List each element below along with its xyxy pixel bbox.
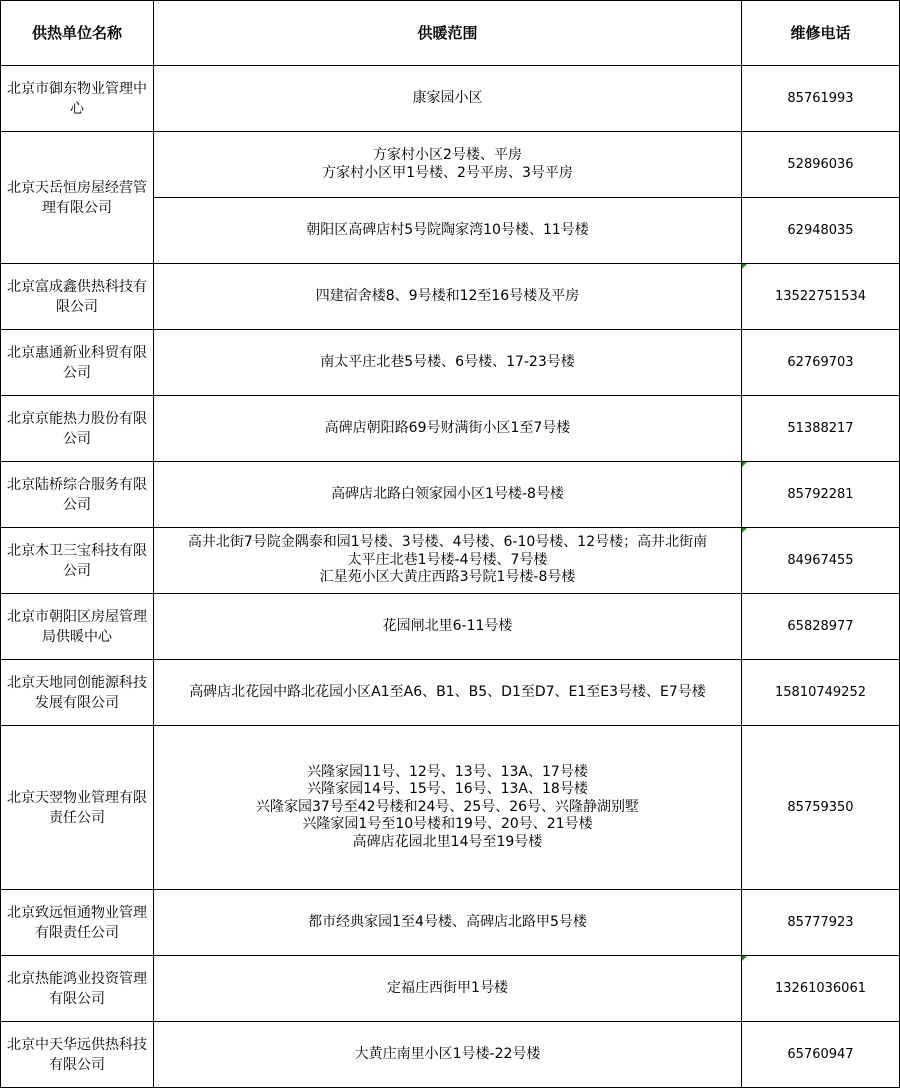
table-row	[1, 956, 900, 1022]
table-row	[1, 330, 900, 396]
repair-phone-cell: 84967455	[742, 528, 900, 594]
scope-line: 高碑店北花园中路北花园小区A1至A6、B1、B5、D1至D7、E1至E3号楼、E7号楼	[189, 683, 706, 700]
table-row	[1, 890, 900, 956]
table-row	[1, 528, 900, 594]
scope-line: 定福庄西街甲1号楼	[387, 979, 508, 996]
heating-scope-cell	[154, 594, 742, 660]
scope-line: 兴隆家园14号、15号、16号、13A、18号楼	[307, 781, 588, 798]
header-repair-phone: 维修电话	[742, 1, 900, 66]
table-row	[1, 660, 900, 726]
repair-phone-cell: 62948035	[742, 198, 900, 264]
repair-phone-cell: 85759350	[742, 726, 900, 890]
repair-phone-cell: 15810749252	[742, 660, 900, 726]
scope-line: 大黄庄南里小区1号楼-22号楼	[354, 1045, 541, 1062]
scope-line: 都市经典家园1至4号楼、高碑店北路甲5号楼	[308, 913, 587, 930]
scope-line: 汇星苑小区大黄庄西路3号院1号楼-8号楼	[319, 569, 576, 586]
heating-scope-cell	[154, 264, 742, 330]
scope-line: 兴隆家园11号、12号、13号、13A、17号楼	[307, 763, 588, 780]
unit-name-cell: 北京天翌物业管理有限责任公司	[1, 726, 154, 890]
scope-line: 高井北街7号院金隅泰和园1号楼、3号楼、4号楼、6-10号楼、12号楼；高井北街南	[187, 534, 708, 551]
repair-phone-cell: 13261036061	[742, 956, 900, 1022]
scope-line: 高碑店朝阳路69号财满街小区1至7号楼	[324, 419, 571, 436]
heating-scope-cell	[154, 66, 742, 132]
heating-scope-cell	[154, 660, 742, 726]
table-row	[1, 1022, 900, 1088]
scope-line: 方家村小区2号楼、平房	[373, 147, 522, 163]
scope-line: 高碑店北路白领家园小区1号楼-8号楼	[331, 485, 564, 502]
unit-name-cell: 北京市御东物业管理中心	[1, 66, 154, 132]
repair-phone-cell: 13522751534	[742, 264, 900, 330]
scope-line: 兴隆家园37号至42号楼和24号、25号、26号、兴隆静湖别墅	[255, 798, 640, 815]
table-row	[1, 132, 900, 198]
repair-phone-cell: 85761993	[742, 66, 900, 132]
scope-line: 太平庄北巷1号楼-4号楼、7号楼	[347, 551, 548, 568]
table-row	[1, 396, 900, 462]
header-unit-name: 供热单位名称	[1, 1, 154, 66]
heating-scope-cell	[154, 330, 742, 396]
heating-scope-cell	[154, 396, 742, 462]
unit-name-cell: 北京热能鸿业投资管理有限公司	[1, 956, 154, 1022]
table-row	[1, 594, 900, 660]
repair-phone-cell: 65760947	[742, 1022, 900, 1088]
unit-name-cell: 北京天岳恒房屋经营管理有限公司	[1, 132, 154, 264]
unit-name-cell: 北京天地同创能源科技发展有限公司	[1, 660, 154, 726]
scope-line: 南太平庄北巷5号楼、6号楼、17-23号楼	[320, 353, 575, 370]
unit-name-cell: 北京惠通新业科贸有限公司	[1, 330, 154, 396]
unit-name-cell: 北京致远恒通物业管理有限责任公司	[1, 890, 154, 956]
repair-phone-cell: 85777923	[742, 890, 900, 956]
unit-name-cell: 北京木卫三宝科技有限公司	[1, 528, 154, 594]
table-row	[1, 462, 900, 528]
scope-line: 四建宿舍楼8、9号楼和12至16号楼及平房	[315, 287, 580, 304]
scope-line: 朝阳区高碑店村5号院陶家湾10号楼、11号楼	[306, 221, 589, 238]
unit-name-cell: 北京市朝阳区房屋管理局供暖中心	[1, 594, 154, 660]
header-heating-scope: 供暖范围	[154, 1, 742, 66]
scope-line: 高碑店花园北里14号至19号楼	[352, 833, 543, 850]
heating-scope-cell	[154, 462, 742, 528]
heating-scope-cell	[154, 726, 742, 890]
repair-phone-cell: 52896036	[742, 132, 900, 198]
heating-scope-cell	[154, 956, 742, 1022]
repair-phone-cell: 62769703	[742, 330, 900, 396]
table-row	[1, 66, 900, 132]
scope-line: 花园闸北里6-11号楼	[382, 617, 513, 634]
repair-phone-cell: 85792281	[742, 462, 900, 528]
table-row	[1, 264, 900, 330]
heating-scope-cell	[154, 528, 742, 594]
heating-scope-cell	[154, 890, 742, 956]
scope-line: 方家村小区甲1号楼、2号平房、3号平房	[322, 164, 573, 181]
scope-line: 康家园小区	[412, 89, 483, 106]
unit-name-cell: 北京中天华远供热科技有限公司	[1, 1022, 154, 1088]
unit-name-cell: 北京陆桥综合服务有限公司	[1, 462, 154, 528]
repair-phone-cell: 65828977	[742, 594, 900, 660]
unit-name-cell: 北京富成鑫供热科技有限公司	[1, 264, 154, 330]
heating-scope-cell	[154, 132, 742, 198]
table-header-row	[1, 1, 900, 66]
heating-scope-cell	[154, 198, 742, 264]
scope-line: 兴隆家园1号至10号楼和19号、20号、21号楼	[302, 816, 593, 833]
table-row	[1, 726, 900, 890]
heating-scope-cell	[154, 1022, 742, 1088]
unit-name-cell: 北京京能热力股份有限公司	[1, 396, 154, 462]
repair-phone-cell: 51388217	[742, 396, 900, 462]
